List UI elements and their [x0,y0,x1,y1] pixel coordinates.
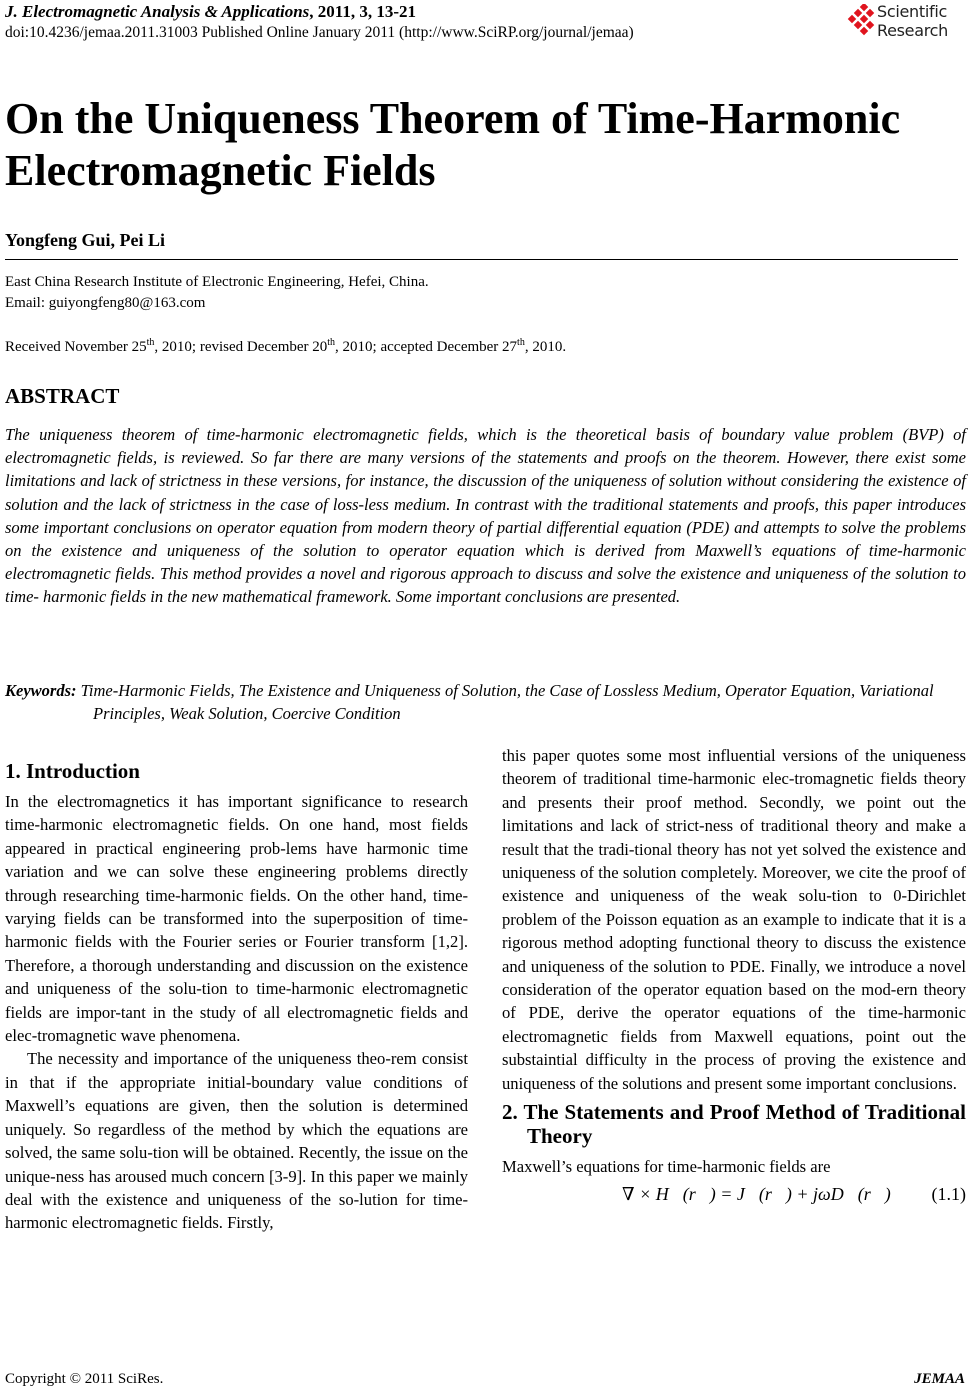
paragraph: this paper quotes some most influential versions of the uniqueness theorem of traditional time-harmonic elec-tromagnetic fields theory and presents their proof method. Secondly, we point out the limitations and lack of strict-ness of traditional theory and make a result that the tradi-tional theory has not yet solved the existence and uniqueness of the solution completely. Moreover, we cite the proof of existence and uniqueness of the weak solu-tion to 0-Dirichlet problem of the Poisson equation as an example to indicate that it is a rigorous method adopting functional theory to discuss the existence and uniqueness of the solution to PDE. Finally, we introduce a novel consideration of the operator equation based on the mod-ern theory of PDE, derive the operator equations of the time-harmonic electromagnetic fields from Maxwell equations, point out the substaintial difficulty in the process of proving the existence and uniqueness of the solutions and present some important conclusions. [502,746,966,1093]
revised-text: , 2010; revised December 20 [154,339,328,355]
equation-number: (1.1) [931,1183,966,1204]
equation [502,1183,966,1211]
left-column [5,744,468,1235]
divider [5,259,958,260]
equation-formula: ∇ × H⃗(r⃗) = J⃗(r⃗) + jωD⃗(r⃗) [622,1183,891,1204]
received-text: Received November 25 [5,339,147,355]
publisher-logo [847,2,967,42]
sup: th [327,337,336,348]
accepted-text: , 2010; accepted December 27 [335,339,518,355]
abstract-text: The uniqueness theorem of time-harmonic electromagnetic fields, which is the theoretical basis of boundary value problem (BVP) of electromagnetic fields, is reviewed. So far there are many versions of the statements and proofs on the theorem. However, there exist some limitations and lack of strictness in these versions, for instance, the discussion of the uniqueness of solution without considering the existence of solution and the lack of strictness in the case of loss-less medium. In contrast with the traditional statements and proofs, this paper introduces some important conclusions on operator equation from modern theory of partial differential equation (PDE) and attempts to solve the problems on the existence and uniqueness of the solution to operator equation which is derived from Maxwell’s equations of time-harmonic electromagnetic fields. This method provides a novel and rigorous approach to discuss and solve the existence and uniqueness of the solution to time- harmonic fields in the new mathematical framework. Some important conclusions are presented. [5,425,966,607]
logo-text-research: Research [877,21,948,40]
doi-line: doi:10.4236/jemaa.2011.31003 Published Online January 2011 (http://www.SciRP.org/journal/jemaa) [5,24,634,41]
citation: , 2011, 3, 13-21 [309,2,417,21]
section-heading: 1. Introduction [5,759,140,783]
right-column [502,744,966,1211]
sup: th [517,337,525,348]
journal-abbr: JEMAA [914,1371,965,1387]
email: Email: guiyongfeng80@163.com [5,295,206,311]
logo-text-scientific: Scientific [877,2,947,21]
keywords-label: Keywords [5,681,71,700]
section-heading: 2. The Statements and Proof Method of Traditional Theory [502,1100,966,1149]
abstract-heading: ABSTRACT [5,384,120,408]
paper-title: On the Uniqueness Theorem of Time-Harmonic Electromagnetic Fields [5,94,901,195]
copyright: Copyright © 2011 SciRes. [5,1371,164,1387]
paragraph: The necessity and importance of the uniqueness theo-rem consist in that if the appropriate initial-boundary value conditions of Maxwell’s equations are given, then the solution is determined uniquely. So regardless of the method by which the equations are solved, the same solu-tion will be obtained. Recently, the issue on the unique-ness has aroused much concern [3-9]. In this paper we mainly deal with the existence and uniqueness of the so-lution for time-harmonic electromagnetic fields. Firstly, [5,1049,468,1233]
diamond-logo-icon [847,4,875,40]
affiliation: East China Research Institute of Electronic Engineering, Hefei, China. [5,274,429,290]
year-text: , 2010. [524,339,567,355]
keywords-list: Time-Harmonic Fields, The Existence and Uniqueness of Solution, the Case of Lossless Medium, Operator Equation, Variational Principles, Weak Solution, Coercive Condition [80,681,934,723]
received-dates [5,337,566,356]
keywords: Keywords: Time-Harmonic Fields, The Existence and Uniqueness of Solution, the Case of Lossless Medium, Operator Equation, Variational Principles, Weak Solution, Coercive Condition [5,681,934,723]
paragraph: In the electromagnetics it has important significance to research time-harmonic electromagnetic fields. On one hand, most fields appeared in practical engineering prob-lems have harmonic time variation and we can solve these engineering problems directly through researching time-harmonic fields. On the other hand, time-varying fields can be transformed into the superposition of time-harmonic fields with the Fourier series or Fourier transform [1,2]. Therefore, a thorough understanding and discussion on the existence and uniqueness of the solu-tion to time-harmonic electromagnetic fields are impor-tant in the study of all electromagnetic fields and elec-tromagnetic wave phenomena. [5,792,468,1046]
authors: Yongfeng Gui, Pei Li [5,230,166,250]
journal-name: J. Electromagnetic Analysis & Applications [5,2,310,21]
journal-header [5,2,416,22]
paragraph: Maxwell’s equations for time-harmonic fields are [502,1157,831,1177]
sup: th [146,337,155,348]
